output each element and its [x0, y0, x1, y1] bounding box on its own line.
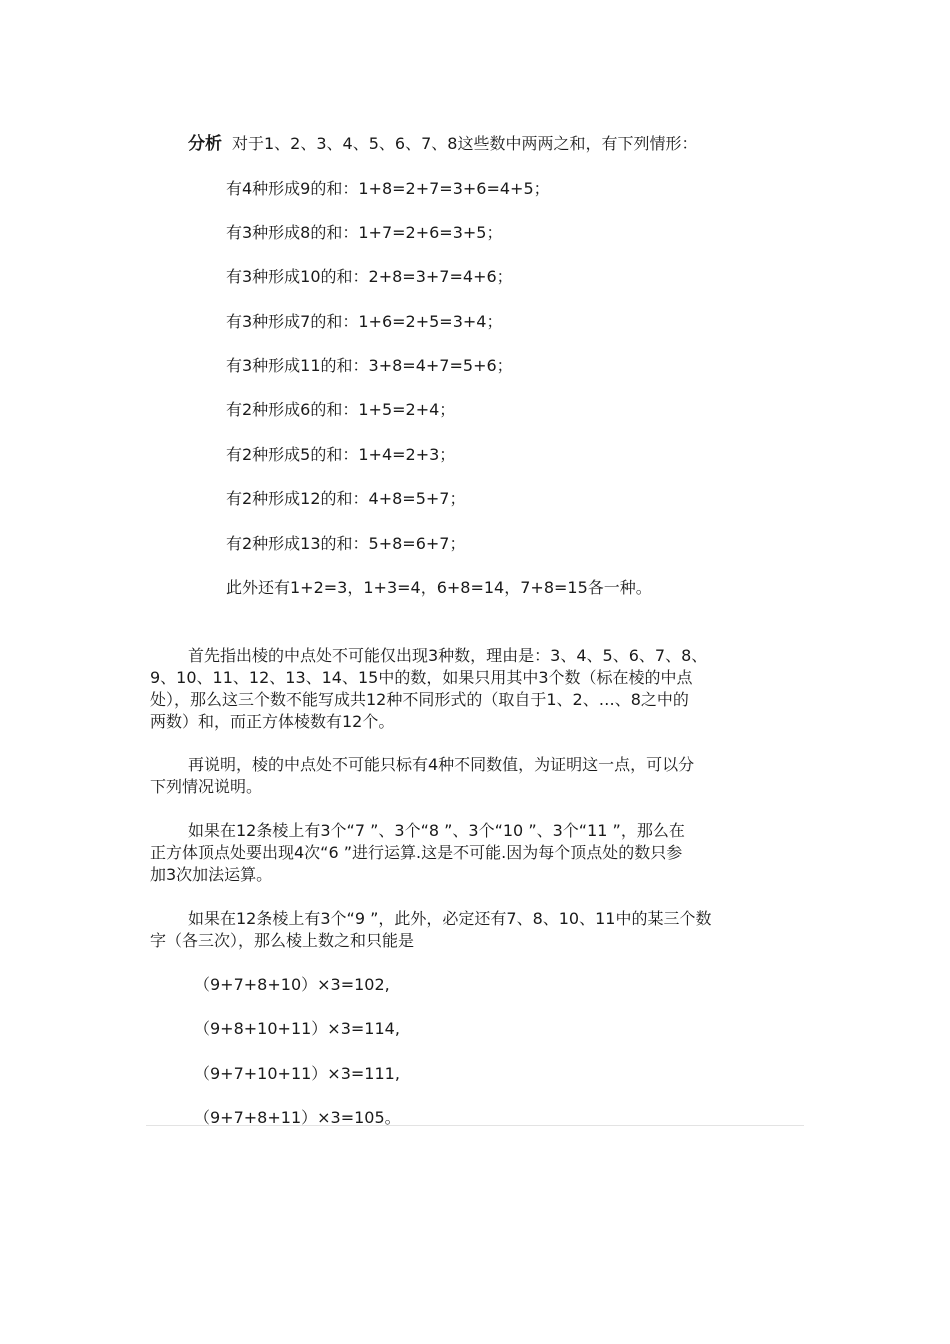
case-line: 有3种形成10的和：2+8=3+7=4+6；	[226, 267, 513, 286]
case-line: 有2种形成13的和：5+8=6+7；	[226, 534, 466, 553]
paragraph-line: 再说明，棱的中点处不可能只标有4种不同数值，为证明这一点，可以分	[188, 755, 695, 774]
case-line: 此外还有1+2=3，1+3=4，6+8=14，7+8=15各一种。	[226, 578, 652, 597]
case-line: 有4种形成9的和：1+8=2+7=3+6=4+5；	[226, 179, 550, 198]
paragraph-line: 如果在12条棱上有3个“7 ”、3个“8 ”、3个“10 ”、3个“11 ”，那么在	[188, 821, 685, 840]
case-line: 有3种形成8的和：1+7=2+6=3+5；	[226, 223, 503, 242]
paragraph-line: 下列情况说明。	[150, 777, 263, 796]
case-line: 有2种形成5的和：1+4=2+3；	[226, 445, 456, 464]
paragraph-line: 加3次加法运算。	[150, 865, 273, 884]
analysis-heading	[188, 133, 697, 155]
formula-line: （9+8+10+11）×3=114,	[194, 1019, 400, 1038]
paragraph-three-values	[150, 645, 805, 733]
case-line: 有2种形成12的和：4+8=5+7；	[226, 489, 466, 508]
bottom-divider	[146, 1125, 804, 1126]
paragraph-case-two	[150, 908, 805, 952]
case-line: 有3种形成11的和：3+8=4+7=5+6；	[226, 356, 513, 375]
paragraph-line: 9、10、11、12、13、14、15中的数，如果只用其中3个数（标在棱的中点	[150, 668, 693, 687]
paragraph-line: 正方体顶点处要出现4次“6 ”进行运算.这是不可能.因为每个顶点处的数只参	[150, 843, 683, 862]
analysis-intro: 对于1、2、3、4、5、6、7、8这些数中两两之和，有下列情形：	[232, 134, 698, 153]
paragraph-line: 两数）和，而正方体棱数有12个。	[150, 712, 395, 731]
paragraph-line: 首先指出棱的中点处不可能仅出现3种数，理由是：3、4、5、6、7、8、	[188, 646, 708, 665]
paragraph-four-values	[150, 754, 805, 798]
formula-line: （9+7+8+11）×3=105。	[194, 1108, 401, 1127]
paragraph-line: 字（各三次），那么棱上数之和只能是	[150, 931, 415, 950]
paragraph-line: 处），那么这三个数不能写成共12种不同形式的（取自于1、2、…、8之中的	[150, 690, 689, 709]
case-line: 有3种形成7的和：1+6=2+5=3+4；	[226, 312, 503, 331]
paragraph-line: 如果在12条棱上有3个“9 ”，此外，必定还有7、8、10、11中的某三个数	[188, 909, 712, 928]
formula-line: （9+7+8+10）×3=102,	[194, 975, 390, 994]
formula-line: （9+7+10+11）×3=111,	[194, 1064, 400, 1083]
case-line: 有2种形成6的和：1+5=2+4；	[226, 400, 456, 419]
paragraph-case-one	[150, 820, 805, 886]
analysis-label: 分析	[188, 134, 222, 154]
